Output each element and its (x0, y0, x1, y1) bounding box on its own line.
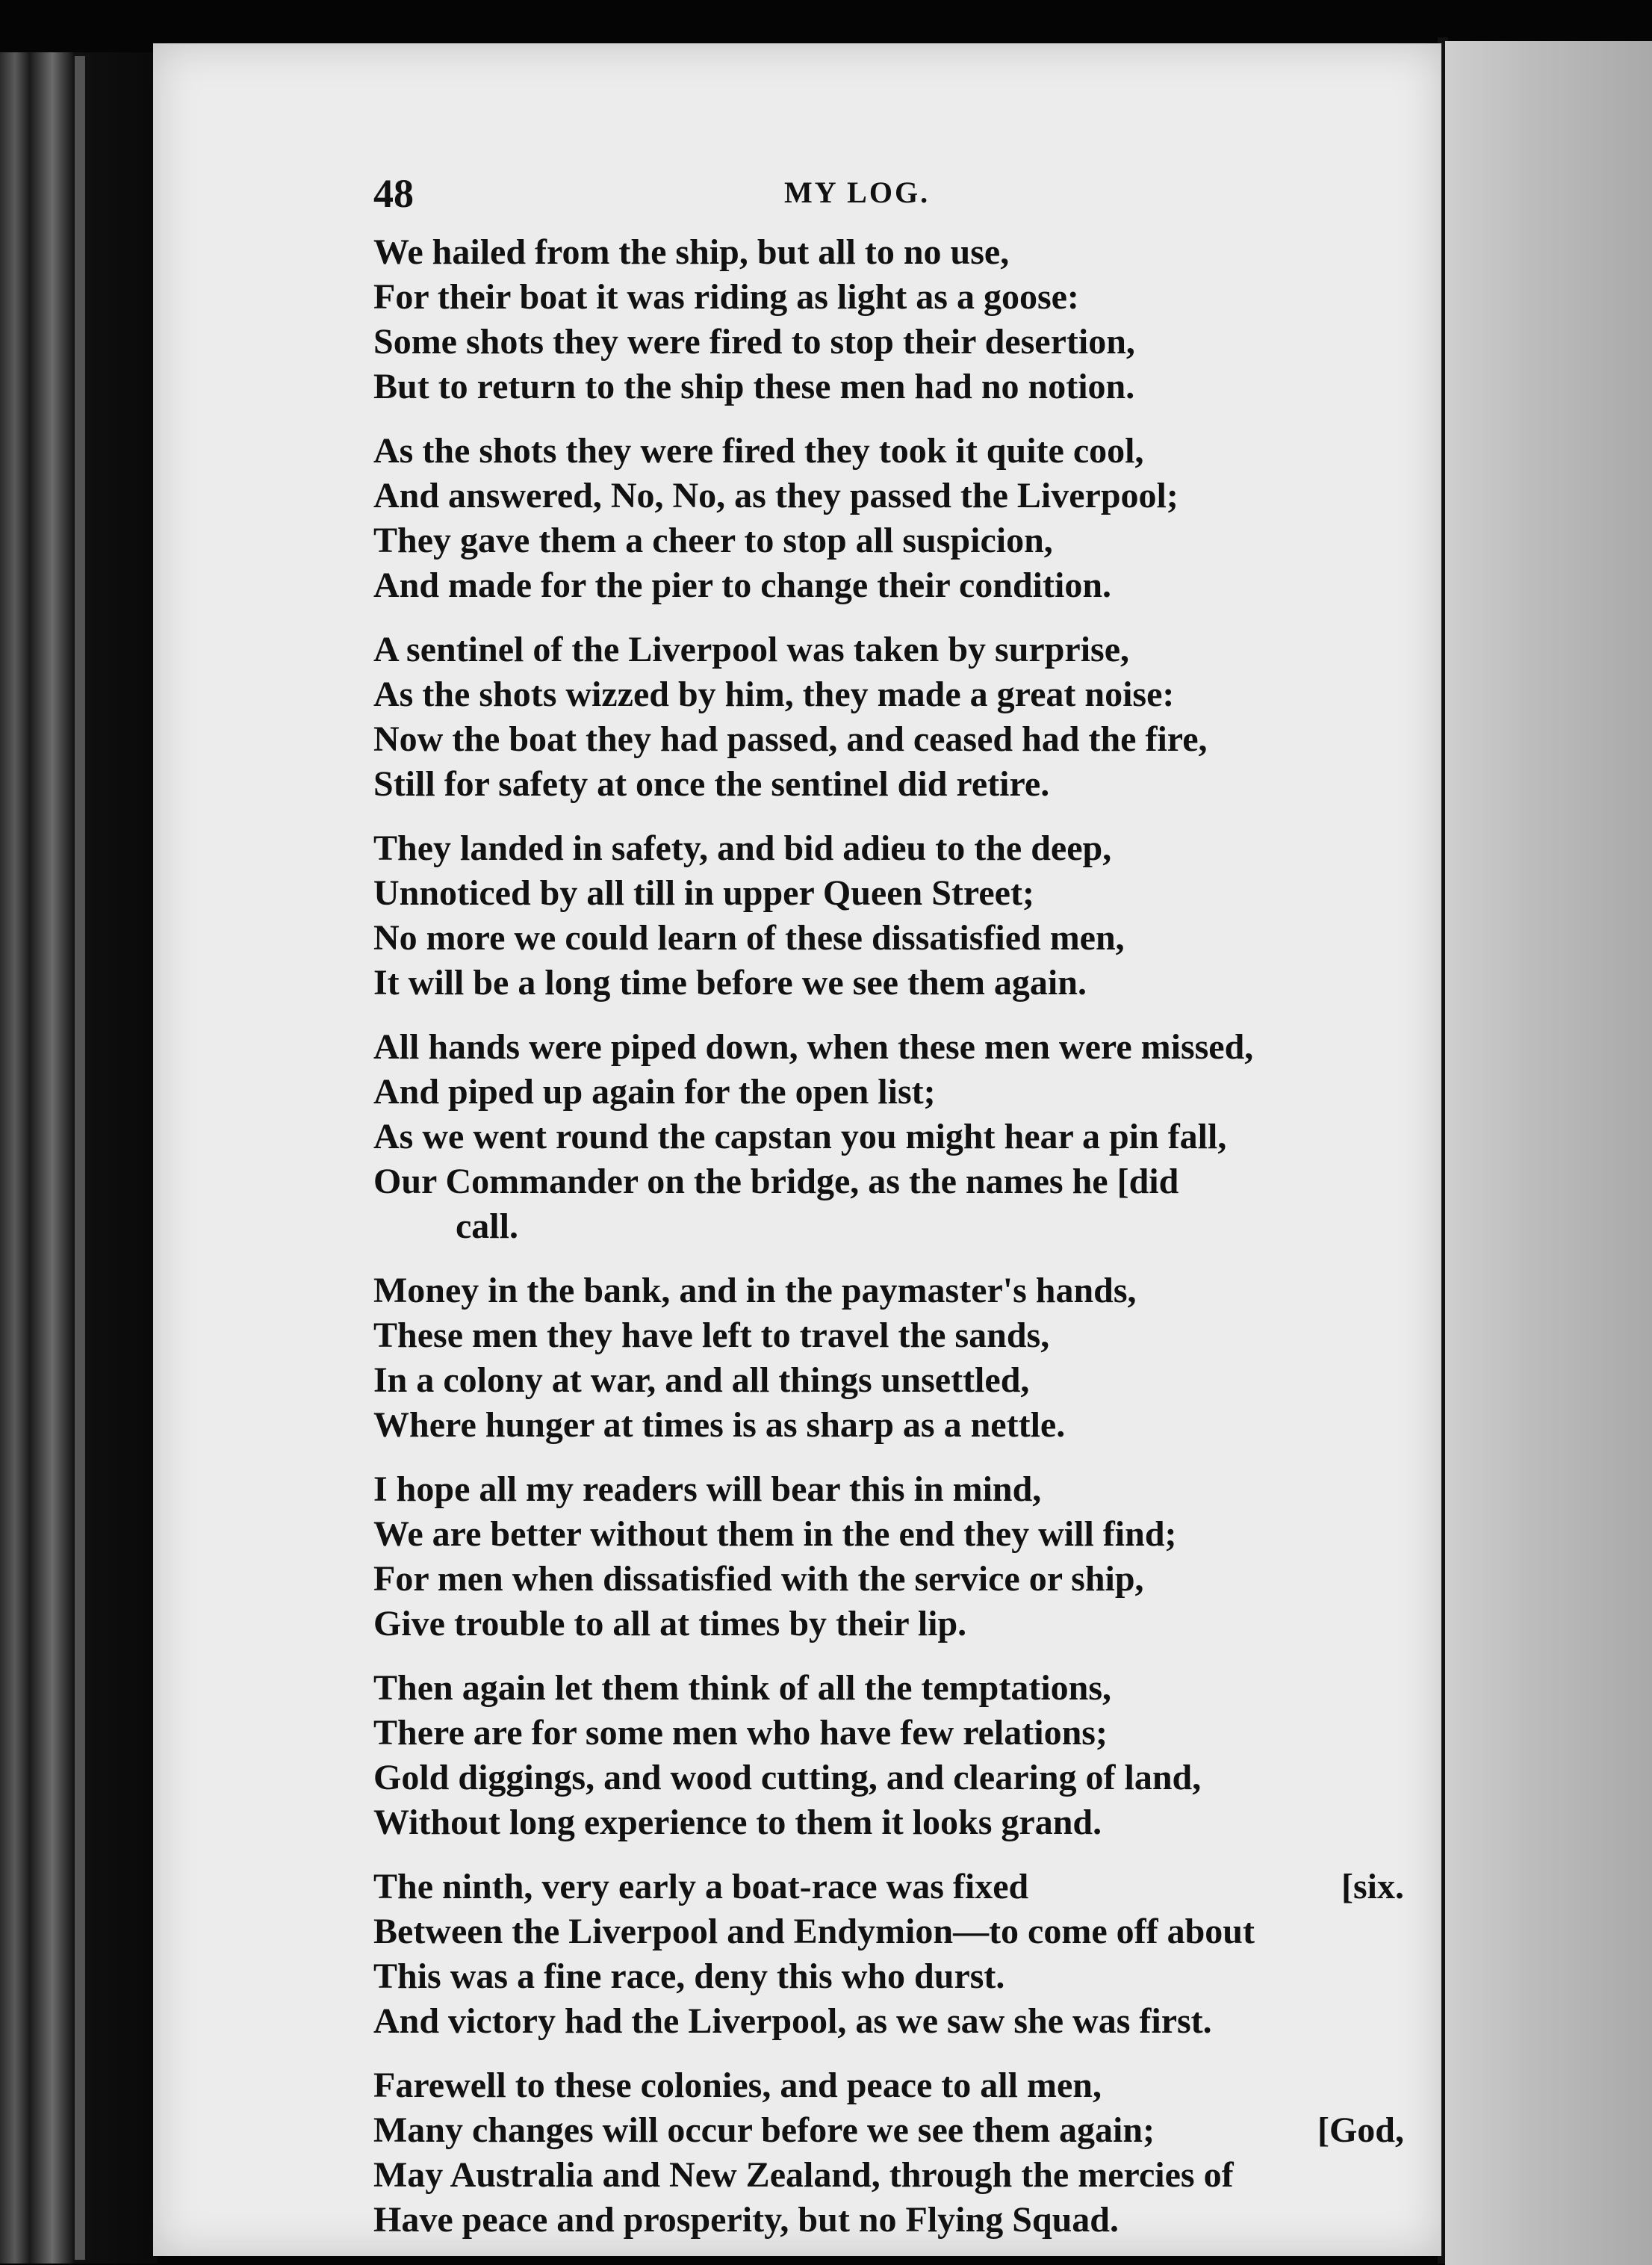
verse-line: For their boat it was riding as light as a goose: (373, 277, 1079, 317)
verse-line: Where hunger at times is as sharp as a nettle. (373, 1405, 1066, 1445)
verse-line: As the shots wizzed by him, they made a great noise: (373, 675, 1175, 714)
verse-line: In a colony at war, and all things unsettled, (373, 1360, 1030, 1400)
verse-line: We are better without them in the end they will find; (373, 1514, 1177, 1554)
verse-line: These men they have left to travel the sands, (373, 1316, 1050, 1355)
stanza (373, 826, 1404, 1006)
page-header (373, 170, 1404, 230)
stanza (373, 1666, 1404, 1845)
verse-line: Money in the bank, and in the paymaster's hands, (373, 1271, 1137, 1310)
page-number: 48 (373, 171, 414, 216)
book-spine-line (75, 56, 85, 2260)
verse-line: I hope all my readers will bear this in mind, (373, 1469, 1042, 1509)
verse-overrun: [six. (1341, 1867, 1404, 1906)
verse-line: Now the boat they had passed, and ceased had the fire, (373, 719, 1208, 759)
page-text-block (373, 170, 1404, 2262)
verse-line: And victory had the Liverpool, as we saw she was first. (373, 2001, 1212, 2041)
stanza (373, 1268, 1404, 1448)
verse-line: No more we could learn of these dissatisfied men, (373, 918, 1125, 958)
verse-line (373, 2108, 1404, 2153)
stanza (373, 1865, 1404, 2044)
verse-line: It will be a long time before we see them again. (373, 963, 1087, 1003)
stanza (373, 2063, 1404, 2243)
verse-line: As the shots they were fired they took it quite cool, (373, 431, 1144, 471)
verse-overrun: [God, (1317, 2110, 1404, 2150)
verse-line: Then again let them think of all the temptations, (373, 1668, 1112, 1708)
verse-line: Give trouble to all at times by their lip. (373, 1604, 967, 1643)
verse-line: They gave them a cheer to stop all suspicion, (373, 521, 1053, 560)
verse-line: Still for safety at once the sentinel did retire. (373, 764, 1050, 804)
verse-line: Have peace and prosperity, but no Flying Squad. (373, 2200, 1119, 2240)
book-page (153, 43, 1441, 2256)
verse-line: There are for some men who have few relations; (373, 1713, 1108, 1753)
verse-line: We hailed from the ship, but all to no use, (373, 232, 1010, 272)
verse-line: Unnoticed by all till in upper Queen Street; (373, 873, 1034, 913)
verse-line: For men when dissatisfied with the service or ship, (373, 1559, 1144, 1599)
stanza (373, 429, 1404, 608)
verse-line: As we went round the capstan you might hear a pin fall, (373, 1117, 1227, 1156)
verse-line: And answered, No, No, as they passed the Liverpool; (373, 476, 1179, 515)
stanza (373, 628, 1404, 807)
verse-line: But to return to the ship these men had no notion. (373, 367, 1135, 406)
stanza (373, 230, 1404, 409)
verse-line: Our Commander on the bridge, as the names he [did (373, 1162, 1179, 1201)
verse-line: May Australia and New Zealand, through the mercies of (373, 2155, 1234, 2195)
verse-line (373, 1865, 1404, 1909)
verse-line-text: Many changes will occur before we see them again; (373, 2110, 1155, 2150)
stanza (373, 1467, 1404, 1646)
verse-line: Between the Liverpool and Endymion—to come off about (373, 1912, 1255, 1951)
verse-line-continuation: call. (456, 1206, 518, 1246)
verse-line: Without long experience to them it looks grand. (373, 1803, 1102, 1842)
verse-line: They landed in safety, and bid adieu to the deep, (373, 828, 1112, 868)
verse-line: And made for the pier to change their condition. (373, 566, 1112, 605)
stanza (373, 1025, 1404, 1249)
verse-line: Farewell to these colonies, and peace to all men, (373, 2066, 1102, 2105)
verse-line: Gold diggings, and wood cutting, and clearing of land, (373, 1758, 1202, 1797)
verse-line: A sentinel of the Liverpool was taken by surprise, (373, 630, 1130, 669)
running-head: MY LOG. (784, 176, 931, 209)
verse-line: And piped up again for the open list; (373, 1072, 936, 1112)
verse-line-text: The ninth, very early a boat-race was fixed (373, 1867, 1029, 1906)
facing-page-edge (1445, 41, 1652, 2265)
verse-line: This was a fine race, deny this who durst. (373, 1956, 1005, 1996)
verse-line: All hands were piped down, when these men were missed, (373, 1027, 1254, 1067)
verse-line: Some shots they were fired to stop their desertion, (373, 322, 1135, 362)
